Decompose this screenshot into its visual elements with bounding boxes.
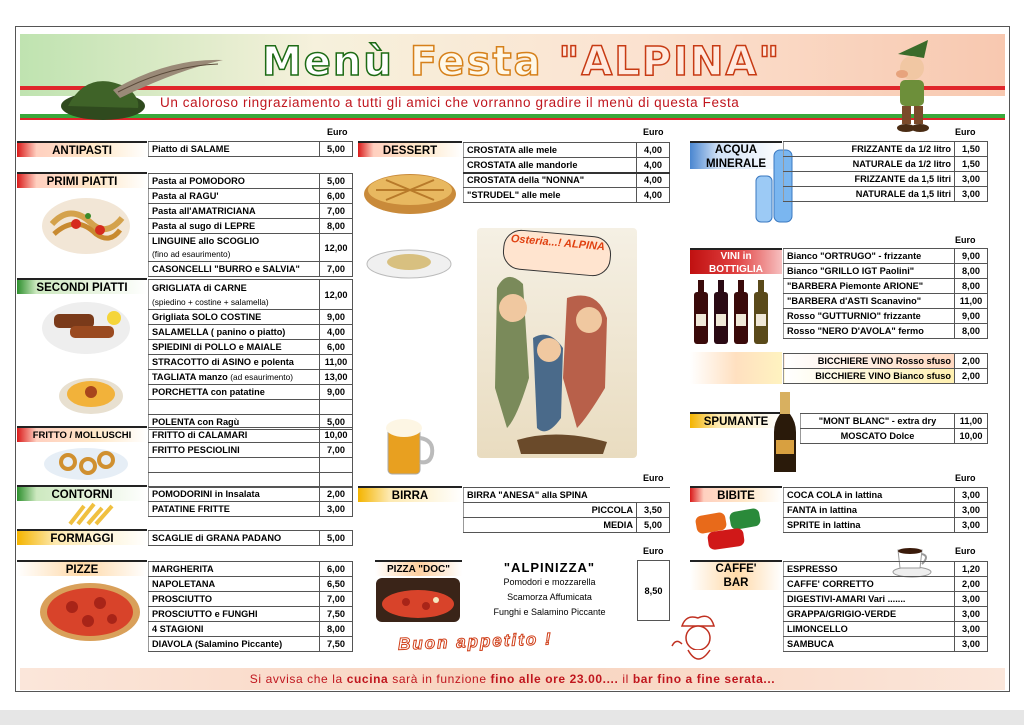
item-price: 5,00	[320, 531, 353, 546]
table-row-empty	[149, 458, 353, 473]
item-name: GRIGLIATA di CARNE	[152, 282, 247, 293]
item-name: "BARBERA d'ASTI Scanavino"	[784, 294, 955, 309]
item-price: 7,50	[320, 637, 353, 652]
pasta-photo	[40, 194, 132, 256]
item-name: ESPRESSO	[784, 562, 955, 577]
item-name: Pasta al sugo di LEPRE	[149, 219, 320, 234]
beer-mug-icon	[380, 416, 436, 478]
item-price: 11,00	[320, 355, 353, 370]
caffe-table	[783, 561, 988, 652]
item-price: 11,00	[955, 294, 988, 309]
item-price: 10,00	[320, 428, 353, 443]
item-name: COCA COLA in lattina	[784, 488, 955, 503]
item-name: SPIEDINI di POLLO e MAIALE	[149, 340, 320, 355]
currency-label: Euro	[643, 473, 664, 483]
item-price: 3,00	[955, 637, 988, 652]
item-name: CASONCELLI "BURRO e SALVIA"	[149, 262, 320, 277]
item-price: 4,00	[637, 173, 670, 188]
item-price: 4,00	[637, 158, 670, 173]
table-row	[784, 172, 988, 187]
item-price: 12,00	[320, 234, 353, 262]
table-row	[149, 443, 353, 458]
category-vini-line: VINI in	[720, 251, 752, 262]
footer-bold: bar	[632, 672, 654, 686]
category-acqua-line: MINERALE	[705, 158, 767, 170]
alpine-gnome-icon	[884, 36, 940, 136]
item-name: NAPOLETANA	[149, 577, 320, 592]
item-price: 2,00	[320, 487, 353, 502]
table-row	[149, 325, 353, 340]
table-row	[149, 174, 353, 189]
category-caffe-line: CAFFE'	[715, 563, 757, 575]
table-row	[149, 234, 353, 262]
alpinizza-name: "ALPINIZZA"	[503, 560, 596, 575]
bicchiere-table	[783, 353, 988, 384]
item-price: 1,50	[955, 157, 988, 172]
item-name: Bianco "GRILLO IGT Paolini"	[784, 264, 955, 279]
item-name: POMODORINI in Insalata	[149, 487, 320, 502]
table-row	[149, 219, 353, 234]
item-name: CAFFE' CORRETTO	[784, 577, 955, 592]
table-row	[149, 189, 353, 204]
item-price: 3,00	[955, 503, 988, 518]
item-price: 7,00	[320, 262, 353, 277]
table-row	[149, 592, 353, 607]
item-name: "STRUDEL" alle mele	[464, 188, 637, 203]
item-price: 8,00	[320, 219, 353, 234]
item-price: 7,50	[320, 607, 353, 622]
table-row	[784, 622, 988, 637]
currency-label: Euro	[955, 546, 976, 556]
footer-text: il	[618, 672, 633, 686]
footer-bold: cucina	[346, 672, 389, 686]
currency-label: Euro	[955, 127, 976, 137]
osteria-sign: Osteria...! ALPINA	[501, 228, 612, 277]
table-row	[801, 429, 988, 444]
category-spumante: SPUMANTE	[690, 412, 782, 428]
table-row	[464, 503, 670, 518]
title-menu: Menù	[262, 39, 394, 85]
dessert-dish-photo	[366, 248, 452, 280]
item-name: DIAVOLA (Salamino Piccante)	[149, 637, 320, 652]
table-row	[784, 607, 988, 622]
item-name: Pasta al POMODORO	[149, 174, 320, 189]
alpinizza-line: Scamorza Affumicata	[507, 592, 592, 602]
item-price: 5,00	[637, 518, 670, 533]
item-price: 5,00	[320, 415, 353, 430]
currency-label: Euro	[643, 546, 664, 556]
item-price: 8,00	[955, 264, 988, 279]
item-name: SALAMELLA ( panino o piatto)	[149, 325, 320, 340]
table-row	[784, 142, 988, 157]
footer-notice	[20, 668, 1005, 690]
item-name: PROSCIUTTO e FUNGHI	[149, 607, 320, 622]
contorni-table	[148, 486, 353, 517]
table-row	[149, 637, 353, 652]
item-name: 4 STAGIONI	[149, 622, 320, 637]
table-row	[149, 280, 353, 310]
item-price: 7,00	[320, 443, 353, 458]
table-row	[464, 143, 670, 158]
pizza-doc-photo	[376, 578, 460, 622]
table-row	[149, 607, 353, 622]
item-name: GRAPPA/GRIGIO-VERDE	[784, 607, 955, 622]
item-name: Piatto di SALAME	[149, 142, 320, 157]
table-row	[784, 577, 988, 592]
item-price: 5,00	[320, 142, 353, 157]
header-subtitle: Un caloroso ringraziamento a tutti gli amici che vorranno gradire il menù di questa Festa	[160, 95, 740, 110]
item-name: PATATINE FRITTE	[149, 502, 320, 517]
table-row	[149, 142, 353, 157]
bicchiere-band	[690, 352, 782, 384]
item-price: 3,00	[955, 518, 988, 533]
item-note: (fino ad esaurimento)	[152, 248, 231, 259]
item-name: STRACOTTO di ASINO e polenta	[149, 355, 320, 370]
spumante-table	[800, 413, 988, 444]
item-price: 8,00	[955, 324, 988, 339]
item-name: NATURALE da 1/2 litro	[784, 157, 955, 172]
item-name: FRIZZANTE da 1,5 litri	[784, 172, 955, 187]
category-acqua-line: ACQUA	[714, 144, 758, 156]
item-name: Bianco "ORTRUGO" - frizzante	[784, 249, 955, 264]
item-note: (spiedino + costine + salamella)	[152, 296, 269, 307]
item-price: 2,00	[955, 369, 988, 384]
alpinizza-price: 8,50	[637, 560, 670, 621]
item-name: SAMBUCA	[784, 637, 955, 652]
table-row	[149, 622, 353, 637]
table-row	[149, 502, 353, 517]
table-row-empty	[149, 400, 353, 415]
item-price: 2,00	[955, 354, 988, 369]
category-primi: PRIMI PIATTI	[17, 172, 147, 188]
table-row	[784, 249, 988, 264]
alpinizza-box	[462, 560, 637, 620]
page-title	[262, 39, 781, 85]
item-name: "MONT BLANC" - extra dry	[801, 414, 955, 429]
table-row	[149, 204, 353, 219]
item-price: 8,00	[320, 622, 353, 637]
item-price: 13,00	[320, 370, 353, 385]
table-row	[784, 187, 988, 202]
item-price: 6,00	[320, 340, 353, 355]
table-row	[149, 340, 353, 355]
category-bibite: BIBITE	[690, 486, 782, 502]
item-name: FRIZZANTE da 1/2 litro	[784, 142, 955, 157]
item-name: FANTA in lattina	[784, 503, 955, 518]
item-price: 1,20	[955, 562, 988, 577]
item-name: Rosso "GUTTURNIO" frizzante	[784, 309, 955, 324]
item-name: PROSCIUTTO	[149, 592, 320, 607]
item-price: 3,00	[320, 502, 353, 517]
item-price: 9,00	[320, 310, 353, 325]
dessert-table	[463, 142, 670, 203]
item-name: NATURALE da 1,5 litri	[784, 187, 955, 202]
category-fritto: FRITTO / MOLLUSCHI	[17, 426, 147, 442]
table-row	[784, 369, 988, 384]
pizze-table	[148, 561, 353, 652]
table-row	[784, 637, 988, 652]
category-vini-line: BOTTIGLIA	[709, 264, 763, 275]
table-row	[784, 592, 988, 607]
table-row	[784, 324, 988, 339]
table-row	[149, 531, 353, 546]
item-name: MEDIA	[464, 518, 637, 533]
item-price: 3,00	[955, 622, 988, 637]
table-row	[149, 370, 353, 385]
item-name: CROSTATA alle mele	[464, 143, 637, 158]
sparkling-bottle-icon	[770, 392, 800, 474]
item-name: BICCHIERE VINO Rosso sfuso	[784, 354, 955, 369]
primi-table	[148, 173, 353, 277]
item-price: 3,00	[955, 607, 988, 622]
fritto-table	[148, 427, 353, 488]
table-row	[784, 157, 988, 172]
item-price: 3,00	[955, 592, 988, 607]
table-row	[464, 158, 670, 173]
category-vini	[690, 248, 782, 274]
item-name: Pasta all'AMATRICIANA	[149, 204, 320, 219]
item-price: 3,00	[955, 187, 988, 202]
table-row	[784, 264, 988, 279]
buon-appetito: Buon appetito !	[397, 629, 553, 654]
item-name: SCAGLIE di GRANA PADANO	[149, 531, 320, 546]
category-dessert: DESSERT	[358, 141, 462, 157]
category-pizza-doc: PIZZA "DOC"	[375, 560, 462, 576]
wine-bottles-icon	[690, 278, 780, 346]
currency-label: Euro	[327, 127, 348, 137]
table-row	[149, 355, 353, 370]
table-row	[784, 309, 988, 324]
footer-text: Si avvisa che la	[249, 672, 347, 686]
item-price: 4,00	[637, 188, 670, 203]
item-name: PICCOLA	[464, 503, 637, 518]
category-caffe	[690, 560, 782, 590]
item-name: DIGESTIVI-AMARI Vari .......	[784, 592, 955, 607]
table-row	[149, 428, 353, 443]
chef-icon	[666, 612, 728, 668]
alpine-hat-icon	[58, 58, 228, 128]
footer-bold: fino alle ore 23.00....	[490, 672, 619, 686]
category-birra: BIRRA	[358, 486, 462, 502]
category-formaggi: FORMAGGI	[17, 529, 147, 545]
table-row	[464, 188, 670, 203]
table-row	[784, 518, 988, 533]
item-name: Rosso "NERO D'AVOLA" fermo	[784, 324, 955, 339]
category-pizze: PIZZE	[17, 560, 147, 576]
table-row	[801, 414, 988, 429]
item-price: 3,00	[955, 172, 988, 187]
category-caffe-line: BAR	[723, 577, 749, 589]
item-price: 7,00	[320, 592, 353, 607]
item-price: 3,50	[637, 503, 670, 518]
item-name: SPRITE in lattina	[784, 518, 955, 533]
vini-table	[783, 248, 988, 339]
table-row	[784, 354, 988, 369]
item-name: MOSCATO Dolce	[801, 429, 955, 444]
item-name: PORCHETTA con patatine	[149, 385, 320, 400]
grilled-meat-photo	[40, 300, 132, 356]
item-name: "BARBERA Piemonte ARIONE"	[784, 279, 955, 294]
item-price: 4,00	[320, 325, 353, 340]
table-row	[784, 294, 988, 309]
birra-title: BIRRA "ANESA" alla SPINA	[464, 488, 670, 503]
pizza-photo	[38, 581, 142, 643]
footer-bold: fino a fine serata...	[653, 672, 776, 686]
item-price: 9,00	[320, 385, 353, 400]
currency-label: Euro	[643, 127, 664, 137]
item-name: CROSTATA della "NONNA"	[464, 173, 637, 188]
bottom-bar	[0, 710, 1024, 725]
table-row	[784, 488, 988, 503]
item-name: Pasta al RAGU'	[149, 189, 320, 204]
currency-label: Euro	[955, 235, 976, 245]
item-price: 9,00	[955, 249, 988, 264]
table-row	[784, 503, 988, 518]
table-row	[149, 562, 353, 577]
category-contorni: CONTORNI	[17, 485, 147, 501]
table-row	[149, 262, 353, 277]
fries-photo	[64, 502, 120, 528]
table-row	[784, 279, 988, 294]
table-row	[149, 577, 353, 592]
item-name: LIMONCELLO	[784, 622, 955, 637]
item-name: BICCHIERE VINO Bianco sfuso	[784, 369, 955, 384]
item-price: 6,50	[320, 577, 353, 592]
item-name: LINGUINE allo SCOGLIO	[152, 235, 260, 246]
item-price: 4,00	[637, 143, 670, 158]
title-festa: Festa	[409, 39, 543, 85]
item-name: POLENTA con Ragù	[149, 415, 320, 430]
table-row	[149, 385, 353, 400]
fried-calamari-photo	[42, 442, 130, 482]
item-price: 6,00	[320, 189, 353, 204]
footer-text: sarà in funzione	[388, 672, 491, 686]
item-price: 6,00	[320, 562, 353, 577]
soda-cans-icon	[694, 506, 770, 552]
title-alpina: "ALPINA"	[558, 39, 782, 85]
item-price: 5,00	[320, 174, 353, 189]
item-note: (ad esaurimento)	[230, 372, 293, 382]
item-price: 10,00	[955, 429, 988, 444]
acqua-table	[783, 141, 988, 202]
polenta-photo	[58, 372, 124, 416]
bibite-table	[783, 487, 988, 533]
item-price: 3,00	[955, 488, 988, 503]
birra-table	[463, 487, 670, 533]
table-row	[464, 518, 670, 533]
item-price: 11,00	[955, 414, 988, 429]
item-name: MARGHERITA	[149, 562, 320, 577]
item-name: CROSTATA alle mandorle	[464, 158, 637, 173]
table-row	[149, 310, 353, 325]
table-row	[464, 173, 670, 188]
item-price: 12,00	[320, 280, 353, 310]
item-name: FRITTO PESCIOLINI	[149, 443, 320, 458]
item-price: 7,00	[320, 204, 353, 219]
table-row	[464, 488, 670, 503]
item-price: 9,00	[955, 309, 988, 324]
item-price: 1,50	[955, 142, 988, 157]
formaggi-table	[148, 530, 353, 546]
category-secondi: SECONDI PIATTI	[17, 278, 147, 294]
secondi-table	[148, 279, 353, 430]
table-row	[149, 487, 353, 502]
tart-photo	[362, 166, 458, 216]
item-name: FRITTO di CALAMARI	[149, 428, 320, 443]
item-name: TAGLIATA manzo	[152, 372, 228, 382]
item-name: Grigliata SOLO COSTINE	[149, 310, 320, 325]
item-price: 2,00	[955, 577, 988, 592]
alpinizza-line: Funghi e Salamino Piccante	[493, 607, 606, 617]
antipasti-table	[148, 141, 353, 157]
table-row	[784, 562, 988, 577]
alpinizza-line: Pomodori e mozzarella	[503, 577, 596, 587]
category-antipasti: ANTIPASTI	[17, 141, 147, 157]
item-price: 8,00	[955, 279, 988, 294]
currency-label: Euro	[955, 473, 976, 483]
